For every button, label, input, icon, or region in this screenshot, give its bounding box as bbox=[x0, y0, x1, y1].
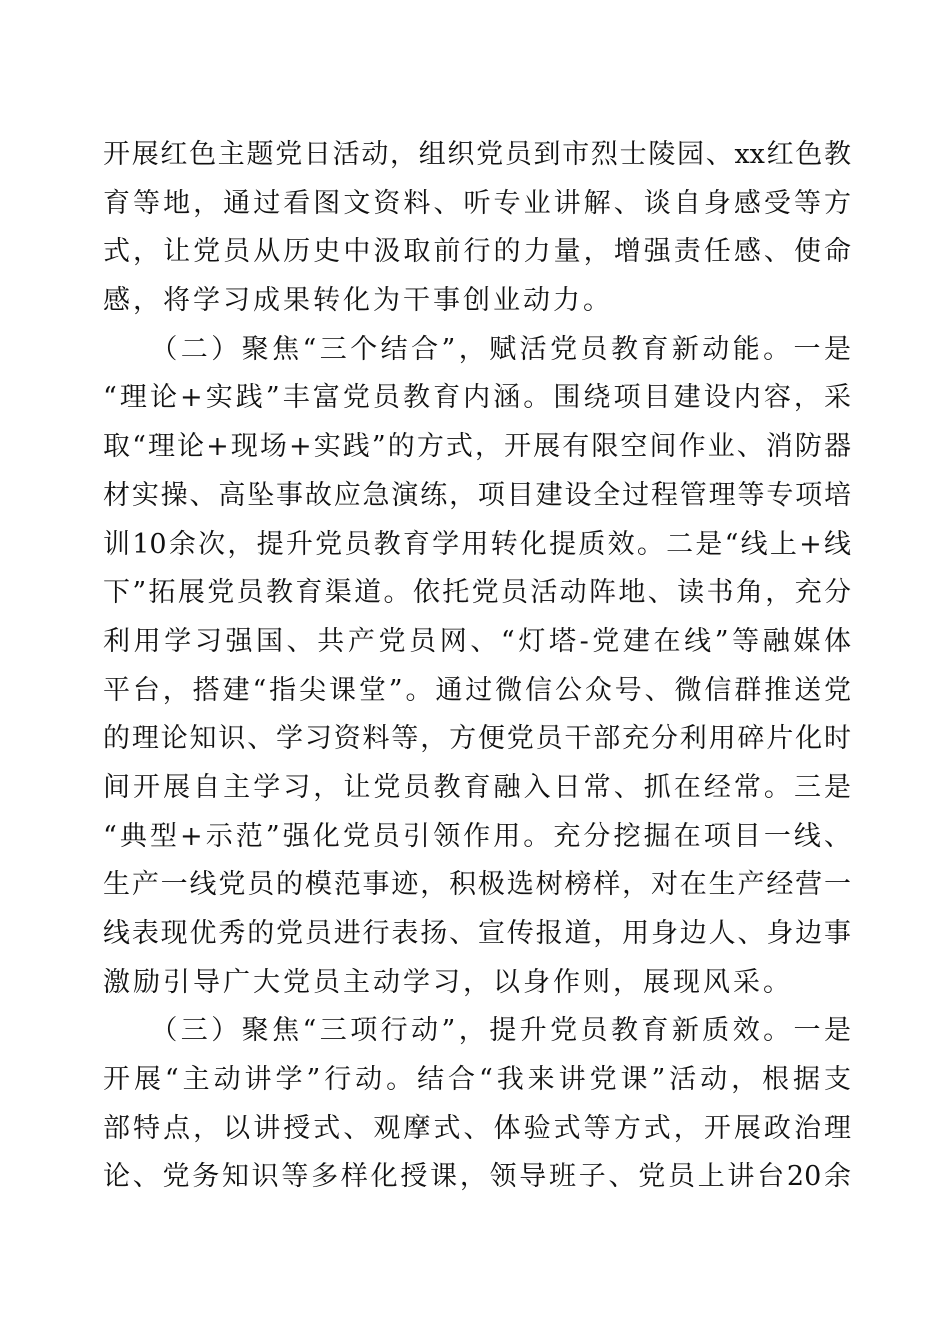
text-line: 开展“主动讲学”行动。结合“我来讲党课”活动，根据支 bbox=[103, 1064, 851, 1096]
text-line: 论、党务知识等多样化授课，领导班子、党员上讲台20余 bbox=[103, 1161, 851, 1193]
text-line: 的理论知识、学习资料等，方便党员干部充分利用碎片化时 bbox=[103, 723, 851, 755]
text-line: 部特点，以讲授式、观摩式、体验式等方式，开展政治理 bbox=[103, 1112, 851, 1144]
text-line: “典型+示范”强化党员引领作用。充分挖掘在项目一线、 bbox=[103, 820, 851, 852]
text-line: 感，将学习成果转化为干事创业动力。 bbox=[103, 285, 613, 317]
document-page bbox=[103, 131, 851, 1202]
text-line: （二）聚焦“三个结合”，赋活党员教育新动能。一是 bbox=[103, 333, 851, 365]
text-line: 育等地，通过看图文资料、听专业讲解、谈自身感受等方 bbox=[103, 187, 851, 219]
text-line: （三）聚焦“三项行动”，提升党员教育新质效。一是 bbox=[103, 1015, 851, 1047]
text-line: 线表现优秀的党员进行表扬、宣传报道，用身边人、身边事 bbox=[103, 918, 851, 949]
text-line: 平台，搭建“指尖课堂”。通过微信公众号、微信群推送党 bbox=[103, 674, 851, 706]
text-line: 取“理论+现场+实践”的方式，开展有限空间作业、消防器 bbox=[103, 431, 851, 463]
text-line: 式，让党员从历史中汲取前行的力量，增强责任感、使命 bbox=[103, 236, 851, 268]
text-line: 生产一线党员的模范事迹，积极选树榜样，对在生产经营一 bbox=[103, 869, 851, 901]
text-line: 训10余次，提升党员教育学用转化提质效。二是“线上+线 bbox=[103, 528, 851, 560]
text-line: “理论+实践”丰富党员教育内涵。围绕项目建设内容，采 bbox=[103, 382, 851, 414]
text-line: 开展红色主题党日活动，组织党员到市烈士陵园、xx红色教 bbox=[103, 139, 851, 170]
text-line: 利用学习强国、共产党员网、“灯塔-党建在线”等融媒体 bbox=[103, 625, 851, 657]
text-line: 间开展自主学习，让党员教育融入日常、抓在经常。三是 bbox=[103, 771, 851, 803]
text-line: 材实操、高坠事故应急演练，项目建设全过程管理等专项培 bbox=[103, 479, 851, 511]
text-line: 激励引导广大党员主动学习，以身作则，展现风采。 bbox=[103, 966, 793, 998]
text-line: 下”拓展党员教育渠道。依托党员活动阵地、读书角，充分 bbox=[103, 577, 851, 609]
